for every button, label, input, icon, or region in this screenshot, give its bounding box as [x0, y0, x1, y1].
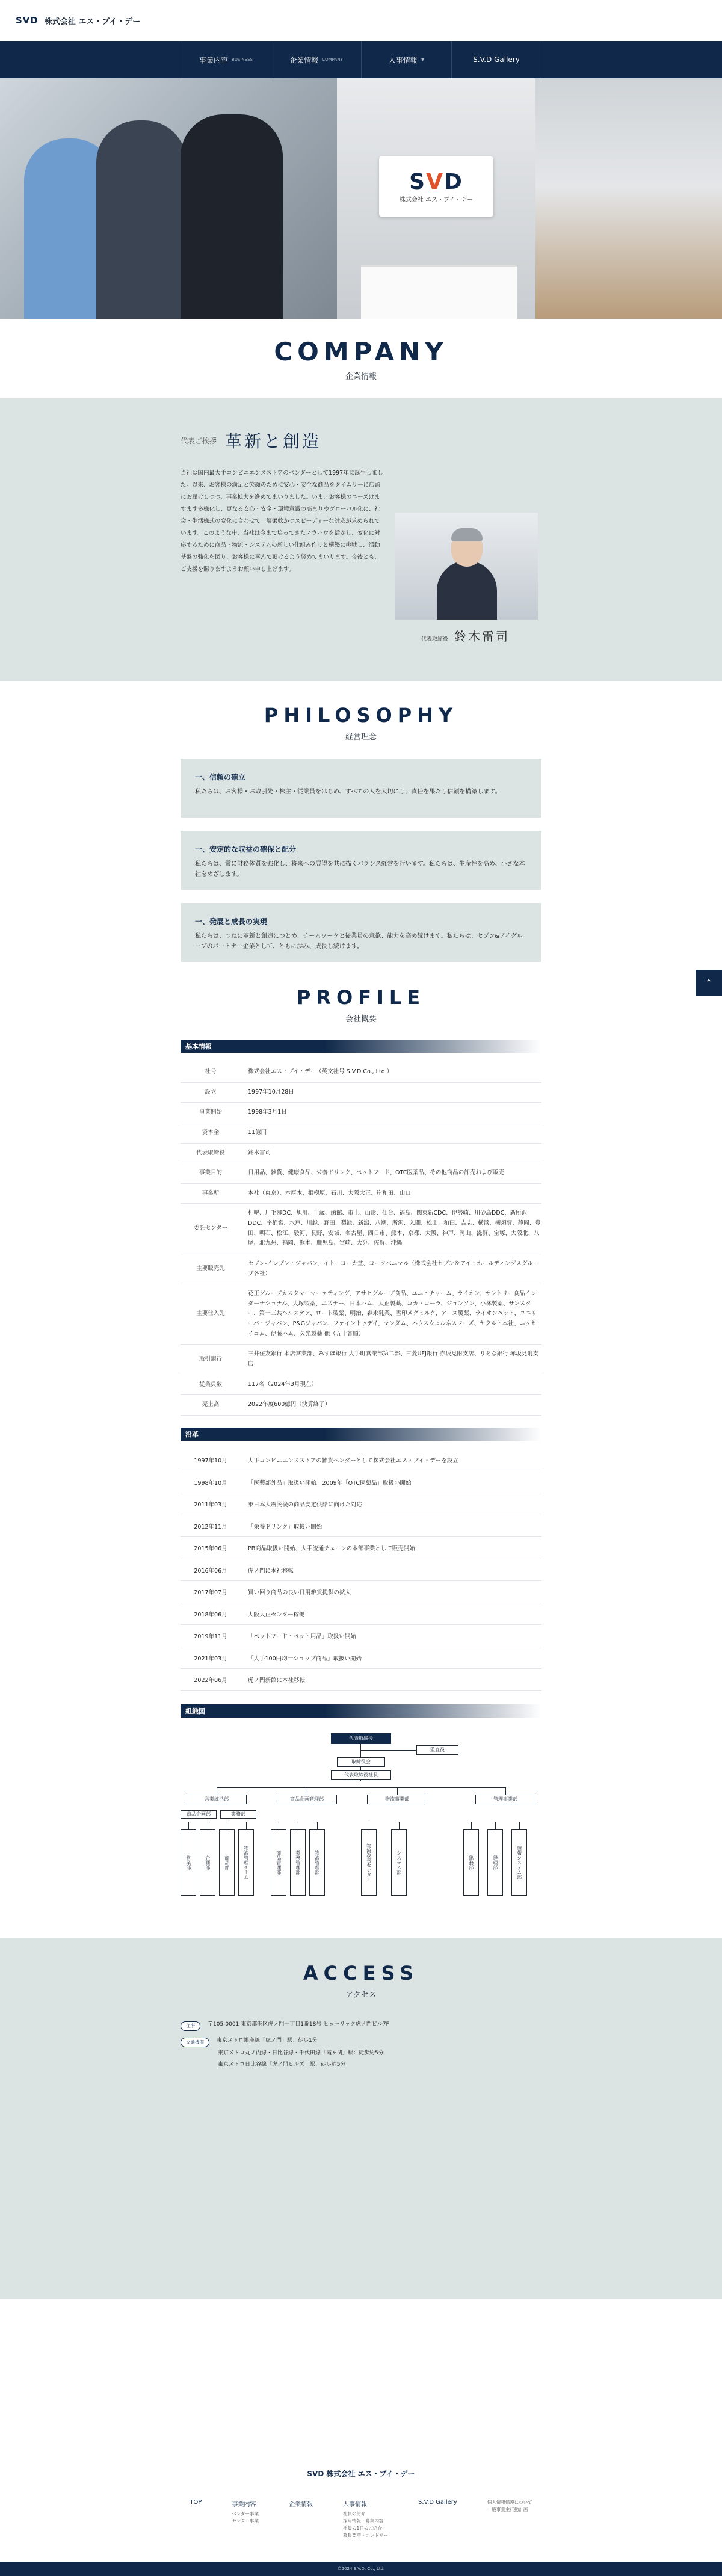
profile-value: 花王グループカスタマーマーケティング、アサヒグループ食品、ユニ・チャーム、ライオン、サントリー食品インターナショナル、大塚製薬、エステー、日本ハム、大正製薬、コカ・コーラ、ジョンソン、小林製薬、サンスター、第一三共ヘルスケア、ロート製薬、明治、森永乳業、雪印メグミルク、アース製薬、ライオンペット、ユニリーバ・ジャパン、P&Gジャパン、ファイントゥデイ、マンダム、ハウスウェルネスフーズ、ヤクルト本社、ニッセイコム、伊藤ハム、久光製薬 他（五十音順）: [241, 1284, 542, 1345]
org-unit: 商品部: [219, 1829, 235, 1896]
org-unit: 情報システム部: [511, 1829, 527, 1896]
philosophy-item: [180, 759, 542, 818]
history-date: 2018年06月: [180, 1603, 241, 1625]
nav-label: 事業内容: [199, 55, 229, 64]
nav-gallery[interactable]: [451, 41, 542, 78]
footer-sublink[interactable]: ベンダー事業: [232, 2511, 259, 2516]
global-nav: [0, 41, 722, 78]
org-subdivision: 商品企画部: [180, 1810, 217, 1819]
ceo-photo: [395, 513, 538, 620]
access-text: 東京メトロ丸ノ内線・日比谷線・千代田線「霞ヶ関」駅：徒歩約5分: [218, 2050, 384, 2056]
history-event: 大手コンビニエンスストアの雑貨ベンダーとして株式会社エス・ブイ・デーを設立: [241, 1449, 542, 1471]
history-row: [180, 1515, 542, 1537]
org-unit: 物流改善センター: [361, 1829, 377, 1896]
profile-row: [180, 1062, 542, 1082]
footer-link[interactable]: 事業内容: [232, 2501, 256, 2508]
history-event: 虎ノ門新館に本社移転: [241, 1669, 542, 1691]
section-title-en: COMPANY: [274, 337, 448, 366]
ceo-signature: [421, 627, 510, 644]
profile-value: 117名（2024年3月現在）: [241, 1375, 542, 1395]
footer-col: [418, 2499, 457, 2539]
profile-key: 社号: [180, 1062, 241, 1082]
ceo-suit: [437, 561, 497, 620]
history-row: [180, 1603, 542, 1625]
org-division: 管理事業部: [475, 1795, 535, 1804]
history-date: 2022年06月: [180, 1669, 241, 1691]
sign-logo: SVD: [409, 170, 463, 194]
section-title-en: ACCESS: [303, 1961, 419, 1985]
philosophy-item-text: 私たちは、つねに革新と創造につとめ、チームワークと従業員の意欲、能力を高め続けます。私たちは、セブン&アイグループのパートナー企業として、ともに歩み、成長し続けます。: [195, 933, 523, 950]
org-line: [495, 1822, 496, 1829]
profile-row: [180, 1082, 542, 1103]
profile-key: 売上高: [180, 1395, 241, 1416]
basic-info-band: 基本情報: [180, 1040, 542, 1053]
person-figure: [180, 114, 283, 319]
philosophy-item-title: 一、発展と成長の実現: [195, 917, 268, 926]
profile-key: 主要販売先: [180, 1254, 241, 1284]
history-date: 2011年03月: [180, 1493, 241, 1515]
profile-value: 札幌、川毛郷DC、旭川、千歳、函館、市上、山形、仙台、福島、関東新CDC、伊勢崎、川砂島DDC、新所沢DDC、宇都宮、水戸、川越、野田、梨池、新潟、八潮、所沢、入間、松山、和田、吉志、横浜、横須賀、静岡、豊田、明石、松江、駿河、長野、安城、名古屋、四日市、熊本、京都、大阪、神戸、岡山、滋賀、宝塚、大阪北、八尾、北九州、福岡、熊本、鹿児島、宮崎、大分、佐賀、沖縄: [241, 1204, 542, 1254]
org-unit: 総務部: [463, 1829, 479, 1896]
org-ceo: 代表取締役社長: [331, 1770, 391, 1780]
history-date: 1998年10月: [180, 1471, 241, 1493]
nav-recruit[interactable]: [361, 41, 451, 78]
site-footer: [0, 2448, 722, 2576]
history-date: 2015年06月: [180, 1537, 241, 1559]
company-sign: [379, 156, 493, 217]
org-board: 取締役会: [337, 1757, 385, 1767]
company-heading: [0, 319, 722, 381]
message-title: 革新と創造: [225, 431, 322, 451]
profile-row: [180, 1345, 542, 1375]
history-row: [180, 1625, 542, 1647]
philosophy-item-text: 私たちは、常に財務体質を強化し、将来への展望を共に描くバランス経営を行います。私たちは、生産性を高め、小さな本社をめざします。: [195, 861, 525, 878]
section-title-ja: アクセス: [345, 1990, 377, 2000]
footer-link[interactable]: S.V.D Gallery: [418, 2499, 457, 2506]
sign-text: 株式会社 エス・ブイ・デー: [399, 197, 474, 203]
org-line: [399, 1822, 400, 1829]
org-line: [519, 1822, 520, 1829]
footer-col: [343, 2499, 388, 2539]
org-division: 物流事業部: [367, 1795, 427, 1804]
chevron-down-icon: ▼: [421, 57, 425, 62]
profile-row: [180, 1395, 542, 1416]
org-unit: システム部: [391, 1829, 407, 1896]
footer-sublink[interactable]: 社員の1日のご紹介: [343, 2525, 382, 2531]
profile-key: 主要仕入先: [180, 1284, 241, 1345]
access-section: [0, 1938, 722, 2299]
footer-sublink[interactable]: 個人情報保護について: [487, 2500, 532, 2505]
logo-mark[interactable]: SVD: [16, 15, 39, 26]
history-event: 買い回り商品の良い日用雑貨提供の拡大: [241, 1581, 542, 1603]
philosophy-heading: [0, 681, 722, 742]
profile-row: [180, 1103, 542, 1123]
profile-key: 事業開始: [180, 1103, 241, 1123]
org-line: [471, 1822, 472, 1829]
history-event: 「大手100円均一ショップ商品」取扱い開始: [241, 1647, 542, 1669]
message-body: 当社は国内最大手コンビニエンスストアのベンダーとして1997年に誕生しました。以来、お客様の満足と笑顔のために安心・安全な商品をタイムリーに店頭にお届けしつつ、事業拡大を進めてまいりました。いま、お客様のニーズはますます多様化し、更なる安心・安全・環境意識の高まりやグローバル化に、社会・生活様式の変化に合わせて一層柔軟かつスピーディーな対応が求められています。このような中、当社は今まで培ってきたノウハウを活かし、変化に対応するために商品・物流・システムの新しい仕組み作りと構築に挑戦し、活動基盤の強化を図り、お客様に喜んで頂けるよう努めてまいります。今後とも、ご支援を賜りますようお願い申し上げます。: [180, 470, 383, 573]
org-unit: 経理部: [487, 1829, 503, 1896]
footer-sublink[interactable]: センター事業: [232, 2518, 259, 2524]
copyright: ©2024 S.V.D. Co., Ltd.: [0, 2562, 722, 2576]
profile-key: 設立: [180, 1082, 241, 1103]
footer-sublink[interactable]: 社員の紹介: [343, 2511, 366, 2516]
ceo-name: 鈴木雷司: [454, 629, 510, 644]
access-text: 東京メトロ銀座線「虎ノ門」駅：徒歩1分: [217, 2037, 318, 2044]
profile-key: 取引銀行: [180, 1345, 241, 1375]
reception-desk: [361, 265, 517, 319]
message-heading: [180, 428, 321, 452]
profile-row: [180, 1254, 542, 1284]
message-label: 代表ご挨拶: [180, 436, 217, 445]
access-row: [180, 2020, 542, 2031]
org-line: [188, 1822, 189, 1829]
history-event: 東日本大震災後の商品安定供給に向けた対応: [241, 1493, 542, 1515]
access-info: [180, 2020, 542, 2075]
history-date: 2021年03月: [180, 1647, 241, 1669]
person-figure: [96, 120, 187, 319]
access-heading: [0, 1938, 722, 2000]
history-row: [180, 1669, 542, 1691]
profile-value: 1998年3月1日: [241, 1103, 542, 1123]
footer-sublink[interactable]: 一般事業主行動計画: [487, 2507, 528, 2512]
footer-links: [0, 2499, 722, 2539]
history-date: 2019年11月: [180, 1625, 241, 1647]
footer-col: [190, 2499, 202, 2539]
philosophy-item-title: 一、信頼の確立: [195, 773, 246, 781]
history-date: 2012年11月: [180, 1515, 241, 1537]
nav-business[interactable]: [180, 41, 271, 78]
profile-heading: [0, 962, 722, 1024]
history-row: [180, 1559, 542, 1581]
access-row: [180, 2048, 542, 2059]
profile-value: 三井住友銀行 本店営業部、みずほ銀行 大手町営業部第二部、三菱UFJ銀行 赤坂見附支店、りそな銀行 赤坂見附支店: [241, 1345, 542, 1375]
org-chart: [180, 1733, 542, 1914]
profile-key: 代表取締役: [180, 1143, 241, 1163]
logo-text[interactable]: 株式会社 エス・ブイ・デー: [44, 17, 141, 26]
hero-photo-reception: [337, 78, 535, 319]
section-title-ja: 経営理念: [345, 733, 377, 742]
history-row: [180, 1537, 542, 1559]
nav-sub: BUSINESS: [232, 57, 253, 62]
footer-sublink[interactable]: 採用情報・募集内容: [343, 2518, 384, 2524]
profile-row: [180, 1123, 542, 1143]
ceo-message: [0, 398, 722, 681]
profile-row: [180, 1183, 542, 1204]
access-row: [180, 2036, 542, 2047]
access-text: 〒105-0001 東京都港区虎ノ門一丁目1番18号 ヒューリック虎ノ門ビル7F: [208, 2021, 389, 2027]
org-top: 代表取締役: [331, 1733, 391, 1744]
profile-value: 日用品、雑貨、健康食品、栄養ドリンク、ペットフード、OTC医薬品、その他商品の卸売および販売: [241, 1163, 542, 1184]
org-band: 組織図: [180, 1704, 542, 1718]
org-unit: 物流管理チーム: [238, 1829, 254, 1896]
history-row: [180, 1471, 542, 1493]
section-title-ja: 会社概要: [345, 1015, 377, 1024]
footer-link[interactable]: 人事情報: [343, 2501, 368, 2508]
ceo-role: 代表取締役: [421, 636, 449, 642]
history-event: 大阪大正センター稼働: [241, 1603, 542, 1625]
access-tag: 交通機関: [180, 2038, 209, 2047]
profile-row: [180, 1143, 542, 1163]
history-event: 「医薬部外品」取扱い開始。2009年「OTC医薬品」取扱い開始: [241, 1471, 542, 1493]
org-unit: 営業部: [180, 1829, 196, 1896]
profile-value: 11億円: [241, 1123, 542, 1143]
profile-key: 事業所: [180, 1183, 241, 1204]
profile-value: 2022年度600億円（決算終了）: [241, 1395, 542, 1416]
nav-company[interactable]: [271, 41, 361, 78]
org-division: 営業統括部: [187, 1795, 247, 1804]
profile-value: 鈴木雷司: [241, 1143, 542, 1163]
philosophy-item-title: 一、安定的な収益の確保と配分: [195, 845, 297, 854]
philosophy-item: [180, 903, 542, 962]
nav-label: S.V.D Gallery: [473, 55, 520, 64]
history-band: 沿革: [180, 1428, 542, 1441]
profile-value: 1997年10月28日: [241, 1082, 542, 1103]
profile-value: 株式会社エス・ブイ・デー（英文社号 S.V.D Co., Ltd.）: [241, 1062, 542, 1082]
history-row: [180, 1581, 542, 1603]
nav-label: 人事情報: [388, 55, 418, 64]
profile-table: [180, 1062, 542, 1416]
org-line: [246, 1822, 247, 1829]
access-text: 東京メトロ日比谷線「虎ノ門ヒルズ」駅：徒歩約5分: [218, 2061, 346, 2068]
footer-col: [232, 2499, 259, 2539]
org-line: [317, 1822, 318, 1829]
philosophy-item: [180, 831, 542, 890]
footer-col: [487, 2499, 532, 2539]
org-line: [361, 1750, 416, 1751]
org-unit: 企画部: [200, 1829, 215, 1896]
philosophy-list: [0, 759, 722, 962]
history-event: 「栄養ドリンク」取扱い開始: [241, 1515, 542, 1537]
section-title-en: PHILOSOPHY: [264, 704, 458, 727]
org-subdivision: 業務部: [220, 1810, 256, 1819]
profile-key: 資本金: [180, 1123, 241, 1143]
ceo-hair: [451, 528, 483, 541]
org-division: 商品企画管理部: [277, 1795, 337, 1804]
access-row: [180, 2060, 542, 2070]
profile-key: 事業目的: [180, 1163, 241, 1184]
hero-photo-office: [535, 78, 722, 319]
philosophy-item-text: 私たちは、お客様・お取引先・株主・従業員をはじめ、すべての人を大切にし、責任を果たし信頼を構築します。: [195, 789, 501, 795]
footer-col: [289, 2499, 313, 2539]
hero-image: [0, 78, 722, 319]
org-audit: 監査役: [416, 1745, 458, 1755]
org-unit: 業務管理部: [290, 1829, 306, 1896]
org-line: [397, 1787, 398, 1795]
profile-row: [180, 1204, 542, 1254]
org-line: [217, 1787, 505, 1788]
profile-value: セブン-イレブン・ジャパン、イトーヨーカ堂、ヨークベニマル（株式会社セブン＆アイ・ホールディングスグループ各社）: [241, 1254, 542, 1284]
history-date: 1997年10月: [180, 1449, 241, 1471]
history-event: 虎ノ門に本社移転: [241, 1559, 542, 1581]
access-tag: 住所: [180, 2021, 200, 2031]
nav-label: 企業情報: [289, 55, 319, 64]
profile-key: 従業員数: [180, 1375, 241, 1395]
history-date: 2017年07月: [180, 1581, 241, 1603]
hero-photo-staff: [0, 78, 337, 319]
profile-value: 本社（東京）、本厚木、相模原、石川、大阪大正、岸和田、山口: [241, 1183, 542, 1204]
history-row: [180, 1449, 542, 1471]
profile-row: [180, 1163, 542, 1184]
footer-sublink[interactable]: 募集要項・エントリー: [343, 2533, 389, 2538]
history-row: [180, 1647, 542, 1669]
nav-sub: COMPANY: [322, 57, 343, 62]
footer-logo[interactable]: SVD 株式会社 エス・ブイ・デー: [307, 2470, 415, 2478]
org-unit: 商品管理部: [271, 1829, 286, 1896]
section-title-en: PROFILE: [296, 986, 426, 1009]
section-title-ja: 企業情報: [345, 372, 377, 381]
footer-link[interactable]: 企業情報: [289, 2501, 313, 2508]
org-line: [505, 1787, 506, 1795]
profile-row: [180, 1375, 542, 1395]
history-event: PB商品取扱い開始、大手流通チェーンの本部事業として販売開始: [241, 1537, 542, 1559]
profile-row: [180, 1284, 542, 1345]
back-to-top-button[interactable]: ⌃: [696, 970, 722, 996]
history-date: 2016年06月: [180, 1559, 241, 1581]
history-table: [180, 1449, 542, 1691]
history-row: [180, 1493, 542, 1515]
org-unit: 物流管理部: [309, 1829, 325, 1896]
site-header: [0, 0, 722, 41]
footer-link[interactable]: TOP: [190, 2499, 202, 2506]
history-event: 「ペットフード・ペット用品」取扱い開始: [241, 1625, 542, 1647]
profile-key: 委託センター: [180, 1204, 241, 1254]
